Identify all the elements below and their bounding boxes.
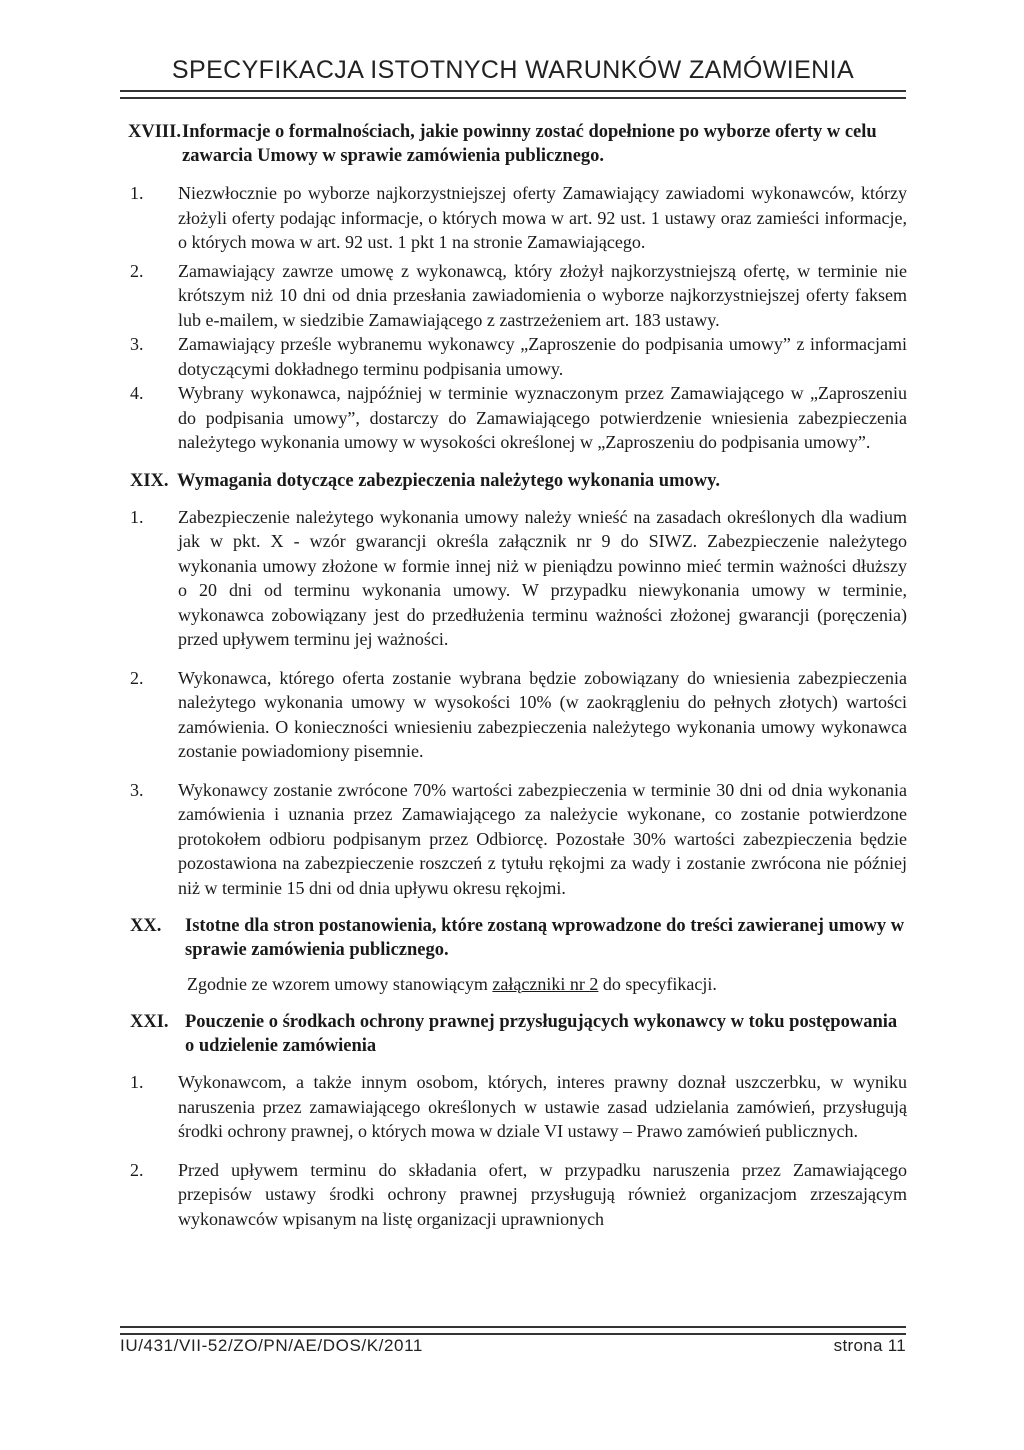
header-double-rule	[120, 90, 906, 99]
item-number: 3.	[130, 779, 144, 800]
item-text: Wykonawca, którego oferta zostanie wybrana będzie zobowiązany do wniesienia zabezpieczenia należytego wykonania umowy w wysokości 10% (w zaokrągleniu do pełnych złotych) wartości zamówienia. O konieczności wniesieniu zabezpieczenia należytego wykonania umowy wykonawca zostanie powiadomiony pisemnie.	[178, 667, 907, 761]
item-text: Wykonawcy zostanie zwrócone 70% wartości zabezpieczenia w terminie 30 dni od dnia wykonania zamówienia i uznania przez Zamawiającego za należycie wykonane, co zostanie potwierdzone protokołem odbioru podpisanym przez Odbiorcę. Pozostałe 30% wartości zabezpieczenia będzie pozostawiona na zabezpieczenie roszczeń z tytułu rękojmi za wady i zostanie zwrócona nie później niż w terminie 15 dni od dnia upływu okresu rękojmi.	[178, 779, 907, 898]
list-item	[130, 1158, 907, 1232]
list-item	[130, 332, 907, 381]
section-number: XIX.	[130, 470, 169, 491]
item-number: 2.	[130, 667, 144, 688]
item-text: Zabezpieczenie należytego wykonania umowy należy wnieść na zasadach określonych dla wadium jak w pkt. X - wzór gwarancji określa załącznik nr 9 do SIWZ. Zabezpieczenie należytego wykonania umowy złożone w formie innej niż w pieniądzu powinno mieć termin ważności dłuższy o 20 dni od terminu wykonania umowy. W przypadku niewykonania umowy w terminie, wykonawca zobowiązany jest do przedłużenia terminu ważności złożonej gwarancji (poręczenia) przed upływem terminu jej ważności.	[178, 506, 907, 649]
section-heading	[130, 1010, 907, 1058]
section-title: Wymagania dotyczące zabezpieczenia należytego wykonania umowy.	[177, 470, 720, 491]
list-item	[130, 1070, 907, 1144]
document-header-title: SPECYFIKACJA ISTOTNYCH WARUNKÓW ZAMÓWIENIA	[171, 56, 855, 84]
item-text: Zamawiający prześle wybranemu wykonawcy „Zaproszenie do podpisania umowy” z informacjami dotyczącymi dokładnego terminu podpisania umowy.	[178, 334, 907, 379]
document-reference-code: IU/431/VII-52/ZO/PN/AE/DOS/K/2011	[120, 1336, 423, 1355]
list-item	[130, 778, 907, 901]
section-number: XVIII.	[128, 122, 181, 142]
section-title: Pouczenie o środkach ochrony prawnej przysługujących wykonawcy w toku postępowania o udzielenie zamówienia	[185, 1012, 898, 1056]
document-body	[130, 120, 907, 1231]
item-number: 1.	[130, 1072, 144, 1092]
section-title: Istotne dla stron postanowienia, które zostaną wprowadzone do treści zawieranej umowy w sprawie zamówienia publicznego.	[185, 916, 905, 960]
section-heading	[130, 120, 907, 168]
list-item	[130, 181, 907, 255]
item-text: Niezwłocznie po wyborze najkorzystniejszej oferty Zamawiający zawiadomi wykonawców, którzy złożyli oferty podając informacje, o których mowa w art. 92 ust. 1 ustawy oraz zamieści informacje, o których mowa w art. 92 ust. 1 pkt 1 na stronie Zamawiającego.	[178, 183, 907, 252]
page-number: strona 11	[833, 1336, 906, 1355]
item-text: Wybrany wykonawca, najpóźniej w terminie wyznaczonym przez Zamawiającego w „Zaproszeniu do podpisania umowy”, dostarczy do Zamawiającego potwierdzenie wniesienia zabezpieczenia należytego wykonania umowy w wysokości określonej w „Zaproszeniu do podpisania umowy”.	[178, 383, 907, 452]
item-number: 1.	[130, 183, 144, 203]
list-item	[130, 381, 907, 455]
section-number: XX.	[130, 916, 162, 936]
list-item	[130, 259, 907, 333]
item-number: 3.	[130, 334, 144, 354]
note-text: Zgodnie ze wzorem umowy stanowiącym	[187, 974, 488, 994]
section-note	[130, 972, 907, 996]
item-text: Zamawiający zawrze umowę z wykonawcą, który złożył najkorzystniejszą ofertę, w terminie nie krótszym niż 10 dni od dnia przesłania zawiadomienia o wyborze najkorzystniejszej oferty faksem lub e-mailem, w siedzibie Zamawiającego z zastrzeżeniem art. 183 ustawy.	[178, 260, 907, 330]
section-title: Informacje o formalnościach, jakie powinny zostać dopełnione po wyborze oferty w celu zawarcia Umowy w sprawie zamówienia publicznego.	[182, 122, 877, 166]
footer-double-rule	[120, 1326, 906, 1335]
list-item	[130, 666, 907, 764]
item-number: 2.	[130, 1159, 144, 1180]
attachment-reference: załączniki nr 2	[492, 974, 599, 994]
item-number: 1.	[130, 506, 144, 527]
section-heading	[130, 914, 907, 962]
item-text: Wykonawcom, a także innym osobom, których, interes prawny doznał uszczerbku, w wyniku naruszenia przez zamawiającego określonych w ustawie zasad udzielania zamówień, przysługują środki ochrony prawnej, o których mowa w dziale VI ustawy – Prawo zamówień publicznych.	[178, 1072, 907, 1141]
list-item	[130, 505, 907, 652]
section-number: XXI.	[130, 1012, 169, 1032]
item-number: 4.	[130, 383, 144, 403]
section-heading	[130, 469, 907, 493]
note-text-end: do specyfikacji.	[602, 974, 717, 994]
item-text: Przed upływem terminu do składania ofert, w przypadku naruszenia przez Zamawiającego przepisów ustawy środki ochrony prawnej przysługują również organizacjom zrzeszającym wykonawców wpisanym na listę organizacji uprawnionych	[178, 1159, 907, 1229]
item-number: 2.	[130, 260, 144, 281]
